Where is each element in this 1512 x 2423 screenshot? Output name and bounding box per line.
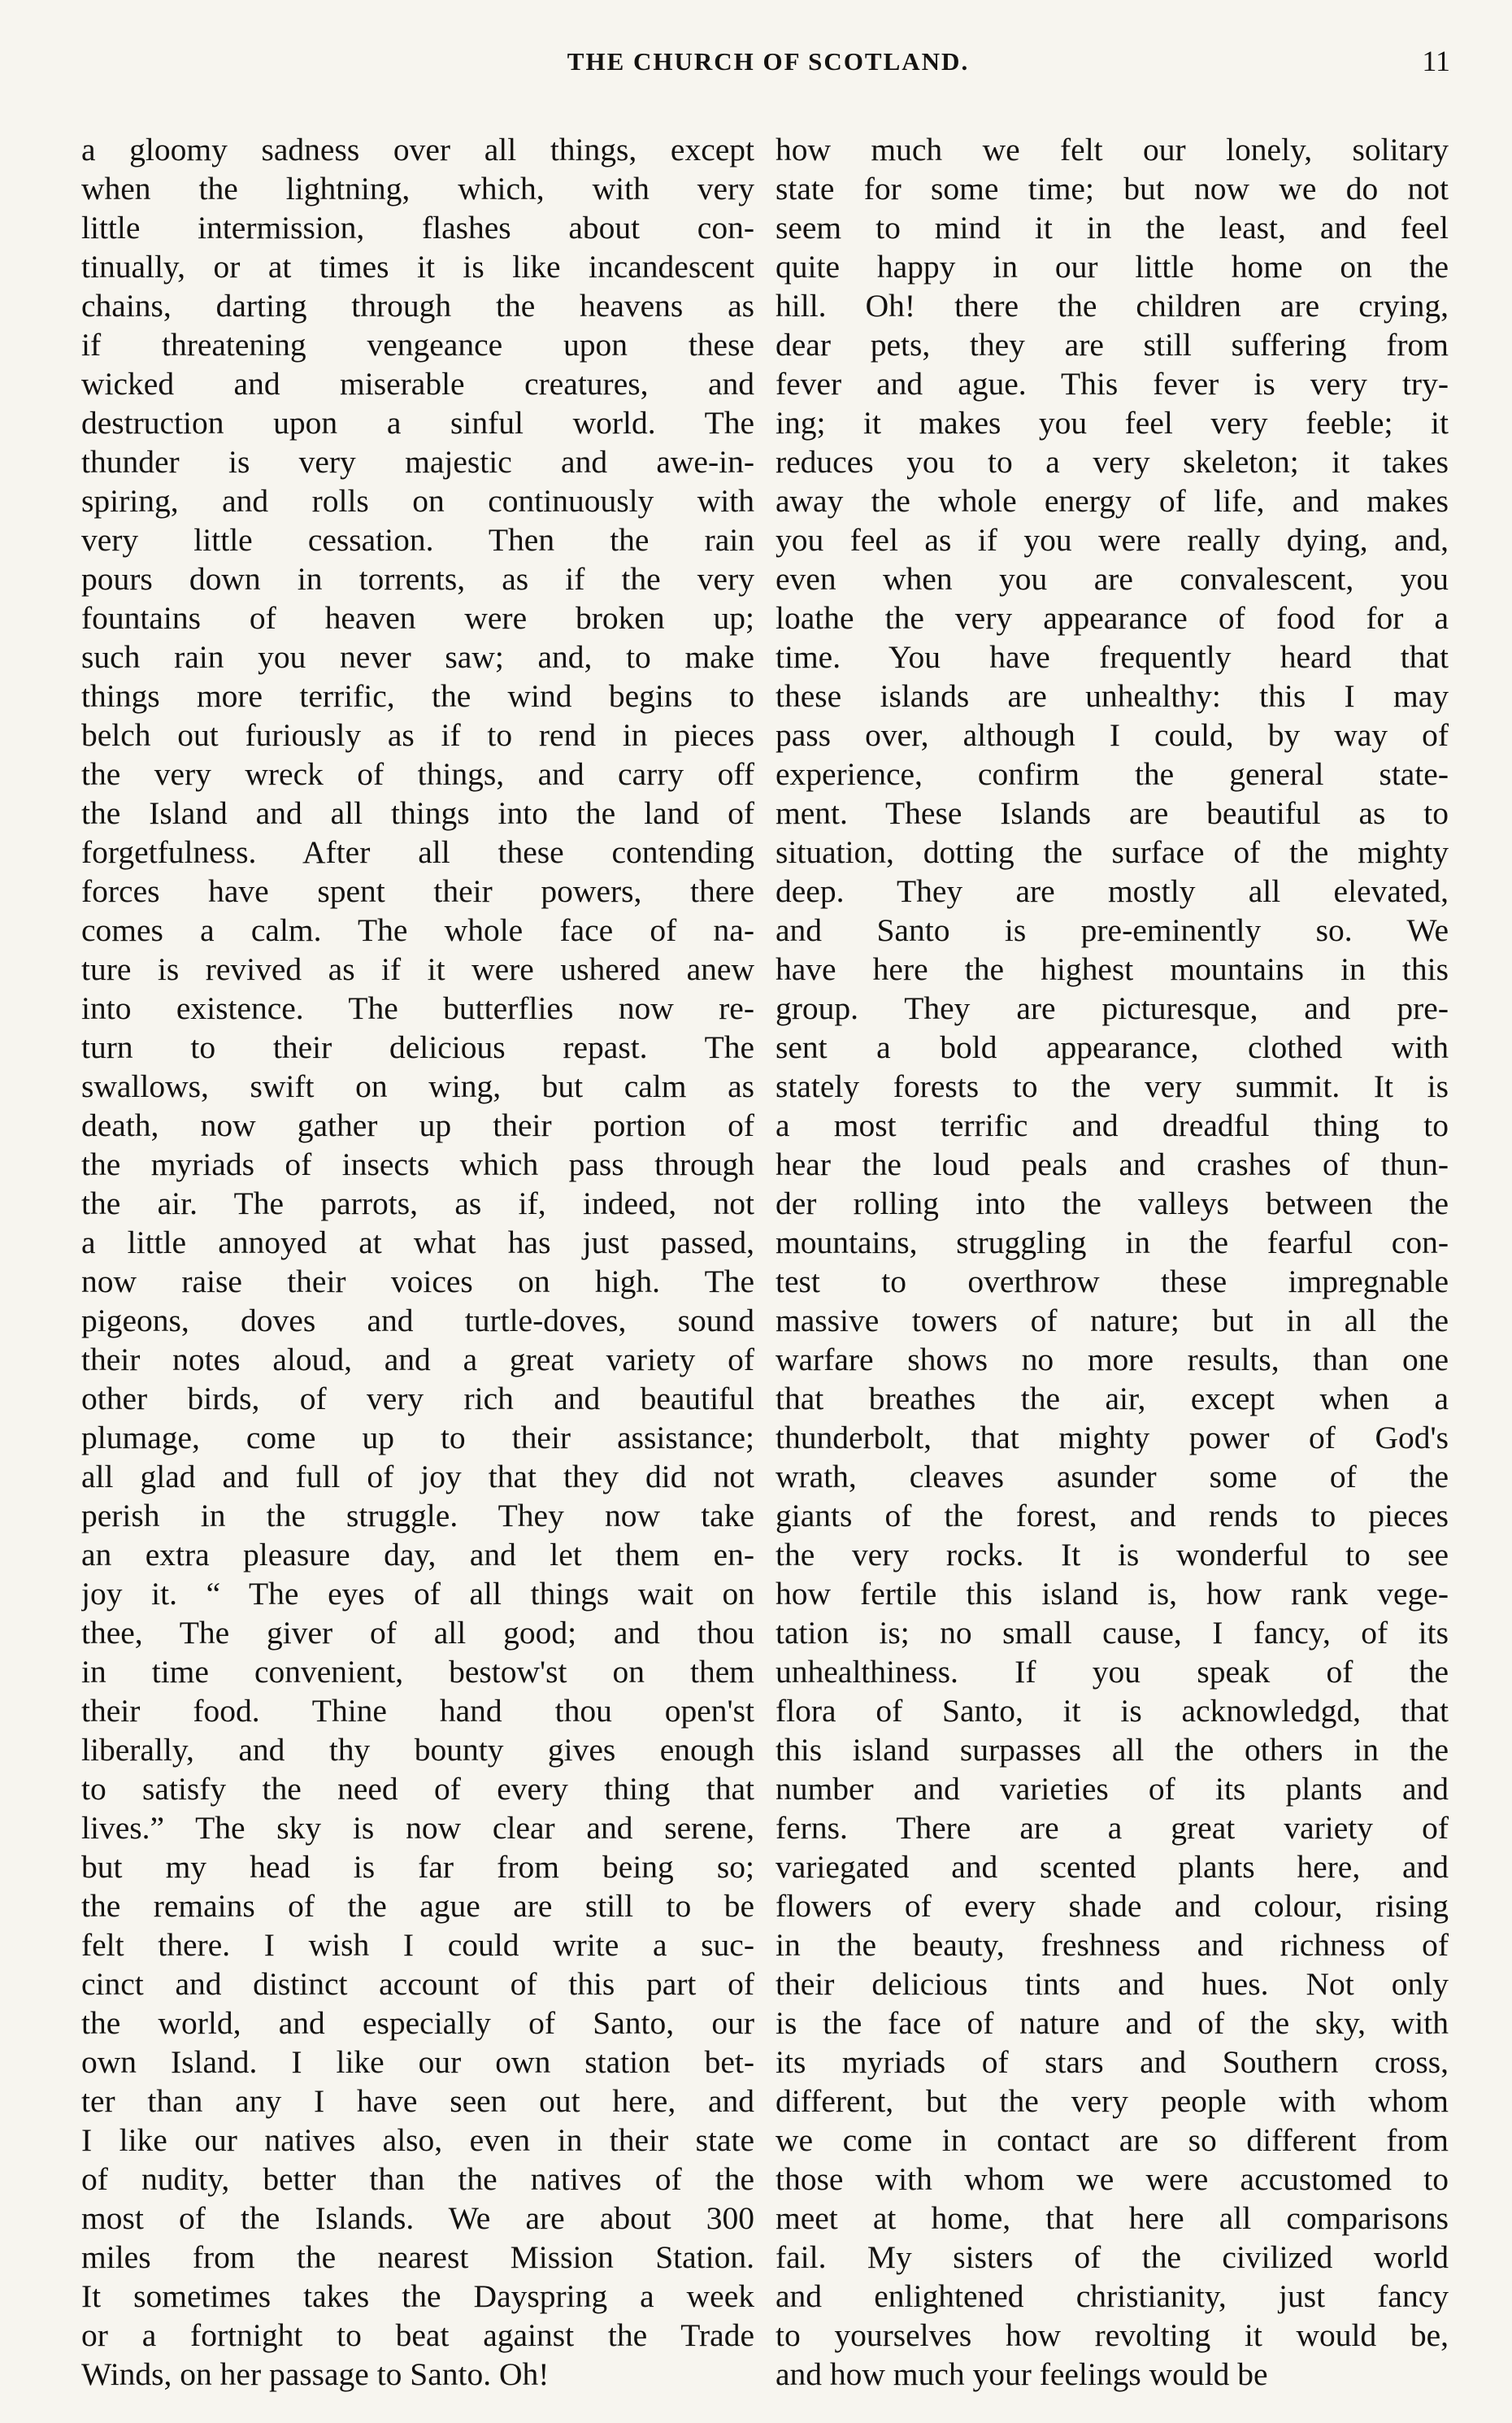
text-line: you feel as if you were really dying, and,: [776, 522, 1449, 558]
text-line: seem to mind it in the least, and feel: [776, 210, 1449, 246]
text-line: these islands are unhealthy: this I may: [776, 678, 1449, 714]
text-line: comes a calm. The whole face of na-: [81, 912, 754, 948]
text-line: meet at home, that here all comparisons: [776, 2200, 1449, 2236]
text-line: plumage, come up to their assistance;: [81, 1420, 754, 1455]
text-line: flora of Santo, it is acknowledgd, that: [776, 1693, 1449, 1729]
text-line: of nudity, better than the natives of the: [81, 2161, 754, 2197]
text-line: giants of the forest, and rends to pieces: [776, 1498, 1449, 1533]
text-line: hill. Oh! there the children are crying,: [776, 288, 1449, 324]
text-line: ment. These Islands are beautiful as to: [776, 795, 1449, 831]
text-line: der rolling into the valleys between the: [776, 1185, 1449, 1221]
text-line: unhealthiness. If you speak of the: [776, 1654, 1449, 1690]
text-line: fail. My sisters of the civilized world: [776, 2239, 1449, 2275]
text-line: lives.” The sky is now clear and serene,: [81, 1810, 754, 1846]
text-line: most of the Islands. We are about 300: [81, 2200, 754, 2236]
text-line: hear the loud peals and crashes of thun-: [776, 1146, 1449, 1182]
text-line: stately forests to the very summit. It is: [776, 1068, 1449, 1104]
text-line: we come in contact are so different from: [776, 2122, 1449, 2158]
text-line: dear pets, they are still suffering from: [776, 327, 1449, 363]
text-line: joy it. “ The eyes of all things wait on: [81, 1576, 754, 1612]
text-line: its myriads of stars and Southern cross,: [776, 2044, 1449, 2080]
text-line: forces have spent their powers, there: [81, 873, 754, 909]
text-line: experience, confirm the general state-: [776, 756, 1449, 792]
text-line: fountains of heaven were broken up;: [81, 600, 754, 636]
text-line: cinct and distinct account of this part of: [81, 1966, 754, 2002]
text-line: and enlightened christianity, just fancy: [776, 2278, 1449, 2314]
text-line: own Island. I like our own station bet-: [81, 2044, 754, 2080]
text-line: wicked and miserable creatures, and: [81, 366, 754, 402]
text-line: group. They are picturesque, and pre-: [776, 990, 1449, 1026]
text-line: forgetfulness. After all these contending: [81, 834, 754, 870]
text-line: even when you are convalescent, you: [776, 561, 1449, 597]
text-line: ing; it makes you feel very feeble; it: [776, 405, 1449, 441]
text-line: sent a bold appearance, clothed with: [776, 1029, 1449, 1065]
text-line: things more terrific, the wind begins to: [81, 678, 754, 714]
text-line: warfare shows no more results, than one: [776, 1342, 1449, 1377]
text-line: ferns. There are a great variety of: [776, 1810, 1449, 1846]
text-line: death, now gather up their portion of: [81, 1107, 754, 1143]
text-line: ter than any I have seen out here, and: [81, 2083, 754, 2119]
text-line: massive towers of nature; but in all the: [776, 1303, 1449, 1338]
text-line: mountains, struggling in the fearful con-: [776, 1225, 1449, 1260]
text-line: test to overthrow these impregnable: [776, 1264, 1449, 1299]
text-line: Winds, on her passage to Santo. Oh!: [81, 2356, 550, 2392]
text-line: their delicious tints and hues. Not only: [776, 1966, 1449, 2002]
text-line: miles from the nearest Mission Station.: [81, 2239, 754, 2275]
text-line: felt there. I wish I could write a suc-: [81, 1927, 754, 1963]
text-line: pass over, although I could, by way of: [776, 717, 1449, 753]
text-line: flowers of every shade and colour, rising: [776, 1888, 1449, 1924]
text-line: to yourselves how revolting it would be,: [776, 2317, 1449, 2353]
text-line: and Santo is pre-eminently so. We: [776, 912, 1449, 948]
text-line: thunder is very majestic and awe-in-: [81, 444, 754, 480]
text-line: spiring, and rolls on continuously with: [81, 483, 754, 519]
text-line: those with whom we were accustomed to: [776, 2161, 1449, 2197]
text-line: how fertile this island is, how rank vege-: [776, 1576, 1449, 1612]
text-line: quite happy in our little home on the: [776, 249, 1449, 285]
text-line: I like our natives also, even in their state: [81, 2122, 754, 2158]
text-line: variegated and scented plants here, and: [776, 1849, 1449, 1885]
text-line: a most terrific and dreadful thing to: [776, 1107, 1449, 1143]
column-gutter: [762, 138, 763, 2366]
text-line: ture is revived as if it were ushered anew: [81, 951, 754, 987]
text-line: the myriads of insects which pass through: [81, 1146, 754, 1182]
text-line: the very rocks. It is wonderful to see: [776, 1537, 1449, 1573]
text-line: a gloomy sadness over all things, except: [81, 132, 754, 167]
text-line: chains, darting through the heavens as: [81, 288, 754, 324]
text-line: if threatening vengeance upon these: [81, 327, 754, 363]
text-line: a little annoyed at what has just passed,: [81, 1225, 754, 1260]
text-line: in time convenient, bestow'st on them: [81, 1654, 754, 1690]
text-line: their food. Thine hand thou open'st: [81, 1693, 754, 1729]
text-line: that breathes the air, except when a: [776, 1381, 1449, 1416]
text-line: wrath, cleaves asunder some of the: [776, 1459, 1449, 1494]
text-line: or a fortnight to beat against the Trade: [81, 2317, 754, 2353]
text-line: is the face of nature and of the sky, with: [776, 2005, 1449, 2041]
text-line: very little cessation. Then the rain: [81, 522, 754, 558]
text-line: and how much your feelings would be: [776, 2356, 1268, 2392]
text-line: perish in the struggle. They now take: [81, 1498, 754, 1533]
text-line: other birds, of very rich and beautiful: [81, 1381, 754, 1416]
text-line: such rain you never saw; and, to make: [81, 639, 754, 675]
text-line: this island surpasses all the others in the: [776, 1732, 1449, 1768]
text-line: time. You have frequently heard that: [776, 639, 1449, 675]
text-line: into existence. The butterflies now re-: [81, 990, 754, 1026]
text-line: their notes aloud, and a great variety of: [81, 1342, 754, 1377]
text-line: state for some time; but now we do not: [776, 171, 1449, 207]
text-line: but my head is far from being so;: [81, 1849, 754, 1885]
text-line: little intermission, flashes about con-: [81, 210, 754, 246]
text-line: situation, dotting the surface of the mighty: [776, 834, 1449, 870]
text-line: have here the highest mountains in this: [776, 951, 1449, 987]
text-line: away the whole energy of life, and makes: [776, 483, 1449, 519]
text-line: turn to their delicious repast. The: [81, 1029, 754, 1065]
text-line: It sometimes takes the Dayspring a week: [81, 2278, 754, 2314]
text-line: deep. They are mostly all elevated,: [776, 873, 1449, 909]
text-line: thee, The giver of all good; and thou: [81, 1615, 754, 1651]
text-column-right: [776, 130, 1449, 2394]
text-line: the very wreck of things, and carry off: [81, 756, 754, 792]
text-line: in the beauty, freshness and richness of: [776, 1927, 1449, 1963]
text-line: when the lightning, which, with very: [81, 171, 754, 207]
text-line: pigeons, doves and turtle-doves, sound: [81, 1303, 754, 1338]
text-line: all glad and full of joy that they did not: [81, 1459, 754, 1494]
text-line: reduces you to a very skeleton; it takes: [776, 444, 1449, 480]
text-line: the world, and especially of Santo, our: [81, 2005, 754, 2041]
text-line: fever and ague. This fever is very try-: [776, 366, 1449, 402]
running-header: [81, 47, 1455, 96]
text-line: belch out furiously as if to rend in pieces: [81, 717, 754, 753]
running-title: THE CHURCH OF SCOTLAND.: [567, 47, 970, 76]
text-line: an extra pleasure day, and let them en-: [81, 1537, 754, 1573]
text-line: swallows, swift on wing, but calm as: [81, 1068, 754, 1104]
text-line: how much we felt our lonely, solitary: [776, 132, 1449, 167]
text-column-left: [81, 130, 754, 2394]
text-line: the air. The parrots, as if, indeed, not: [81, 1185, 754, 1221]
text-line: destruction upon a sinful world. The: [81, 405, 754, 441]
text-line: to satisfy the need of every thing that: [81, 1771, 754, 1807]
text-line: different, but the very people with whom: [776, 2083, 1449, 2119]
text-line: loathe the very appearance of food for a: [776, 600, 1449, 636]
text-line: liberally, and thy bounty gives enough: [81, 1732, 754, 1768]
text-line: tinually, or at times it is like incandescent: [81, 249, 754, 285]
text-line: thunderbolt, that mighty power of God's: [776, 1420, 1449, 1455]
text-line: now raise their voices on high. The: [81, 1264, 754, 1299]
text-line: the Island and all things into the land of: [81, 795, 754, 831]
text-line: number and varieties of its plants and: [776, 1771, 1449, 1807]
text-line: pours down in torrents, as if the very: [81, 561, 754, 597]
text-line: the remains of the ague are still to be: [81, 1888, 754, 1924]
text-line: tation is; no small cause, I fancy, of its: [776, 1615, 1449, 1651]
page-number: 11: [1422, 45, 1450, 77]
